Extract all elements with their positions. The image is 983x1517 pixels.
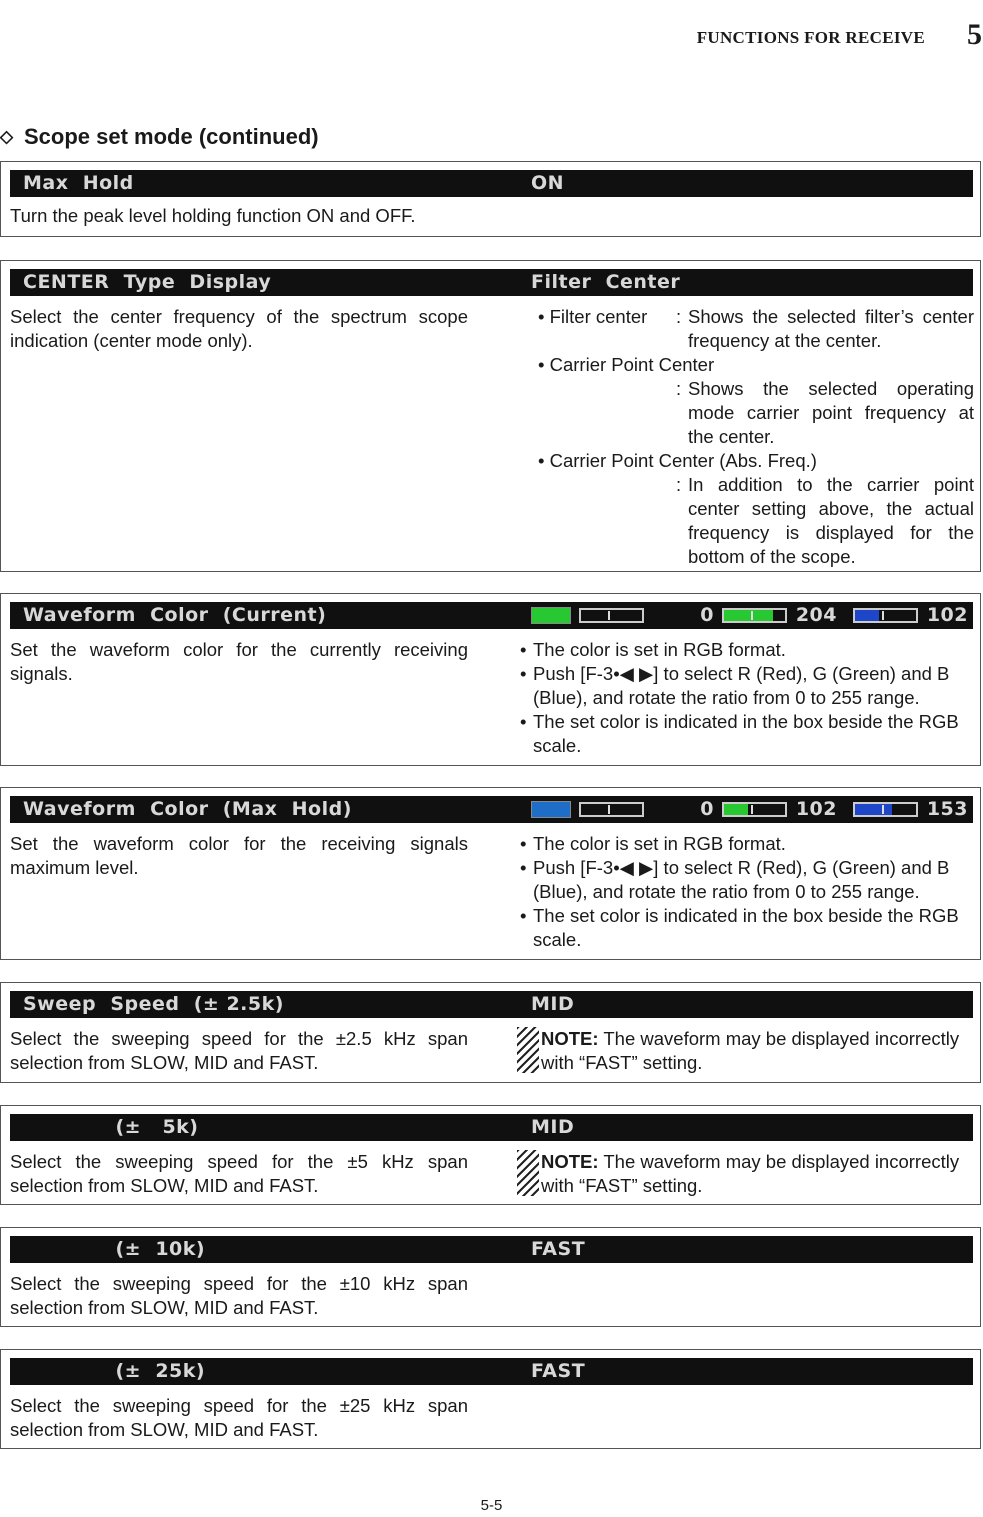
- option-item: • Carrier Point Center (Abs. Freq.) : In addition to the carrier point center setting above, the actual frequency is displayed for the bottom of the scope.: [521, 449, 974, 569]
- setting-label: (± 5k): [23, 1116, 199, 1138]
- setting-bar[interactable]: [10, 602, 973, 629]
- page-header: [696, 18, 983, 54]
- option-item: • Filter center : Shows the selected filter’s center frequency at the center.: [521, 305, 974, 353]
- page-number: 5-5: [480, 1497, 503, 1514]
- green-slider[interactable]: [722, 608, 787, 623]
- setting-bar[interactable]: [10, 170, 973, 197]
- red-slider[interactable]: [579, 802, 644, 817]
- setting-description: Select the sweeping speed for the ±5 kHz span selection from SLOW, MID and FAST.: [10, 1151, 468, 1196]
- setting-label: Waveform Color (Current): [23, 604, 327, 626]
- option-term: • Carrier Point Center (Abs. Freq.): [538, 450, 817, 471]
- note: [517, 1150, 974, 1198]
- setting-label: Waveform Color (Max Hold): [23, 798, 352, 820]
- setting-center-type-display: [0, 260, 981, 572]
- note-icon: [517, 1150, 539, 1196]
- blue-value: 153: [926, 798, 968, 820]
- setting-bar[interactable]: [10, 796, 973, 823]
- list-item: • The color is set in RGB format.: [520, 639, 786, 660]
- setting-label: (± 25k): [23, 1360, 206, 1382]
- setting-bar[interactable]: [10, 1114, 973, 1141]
- setting-label: CENTER Type Display: [23, 271, 272, 293]
- list-item: • Push [F-3•◀ ▶] to select R (Red), G (Green) and B (Blue), and rotate the ratio from 0 to 255 range.: [520, 857, 950, 902]
- setting-description: Set the waveform color for the receiving signals maximum level.: [10, 833, 468, 878]
- setting-bar[interactable]: [10, 269, 973, 296]
- option-item: • Carrier Point Center : Shows the selected operating mode carrier point frequency at the center.: [521, 353, 974, 449]
- note: [517, 1027, 974, 1075]
- note-icon: [517, 1027, 539, 1073]
- color-swatch: [531, 801, 571, 818]
- blue-slider[interactable]: [853, 802, 918, 817]
- color-swatch: [531, 607, 571, 624]
- green-value: 204: [795, 604, 837, 626]
- setting-label: Max Hold: [23, 172, 134, 194]
- setting-value: MID: [531, 993, 575, 1015]
- setting-value: FAST: [531, 1360, 586, 1382]
- setting-value: MID: [531, 1116, 575, 1138]
- list-item: • The set color is indicated in the box beside the RGB scale.: [520, 905, 959, 950]
- setting-description: Turn the peak level holding function ON and OFF.: [10, 205, 416, 226]
- header-title: FUNCTIONS FOR RECEIVE: [696, 28, 925, 47]
- setting-sweep-speed-5k: [0, 1105, 981, 1205]
- setting-value: FAST: [531, 1238, 586, 1260]
- setting-waveform-color-max-hold: [0, 787, 981, 960]
- setting-description: Select the sweeping speed for the ±25 kHz span selection from SLOW, MID and FAST.: [10, 1395, 468, 1440]
- note-label: NOTE:: [541, 1028, 599, 1049]
- setting-bar[interactable]: [10, 1236, 973, 1263]
- option-def: Shows the selected filter’s center frequency at the center.: [688, 306, 974, 351]
- setting-description: Select the sweeping speed for the ±10 kHz span selection from SLOW, MID and FAST.: [10, 1273, 468, 1318]
- section-title-text: Scope set mode (continued): [24, 124, 319, 149]
- setting-value: Filter Center: [531, 271, 681, 293]
- rgb-scale: [531, 799, 976, 820]
- setting-value: ON: [531, 172, 565, 194]
- section-title: [0, 124, 319, 150]
- option-def: In addition to the carrier point center setting above, the actual frequency is displayed for the bottom of the scope.: [688, 474, 974, 567]
- setting-bar[interactable]: [10, 991, 973, 1018]
- option-term: • Filter center: [538, 306, 648, 327]
- diamond-icon: ◇: [0, 127, 14, 146]
- bullet-list: [520, 832, 974, 952]
- setting-label: Sweep Speed (± 2.5k): [23, 993, 284, 1015]
- chapter-number: 5: [967, 18, 982, 51]
- setting-sweep-speed-25k: [0, 1349, 981, 1449]
- setting-max-hold: [0, 161, 981, 237]
- rgb-scale: [531, 605, 976, 626]
- blue-value: 102: [926, 604, 968, 626]
- setting-description: Select the sweeping speed for the ±2.5 kHz span selection from SLOW, MID and FAST.: [10, 1028, 468, 1073]
- green-slider[interactable]: [722, 802, 787, 817]
- setting-label: (± 10k): [23, 1238, 206, 1260]
- list-item: • Push [F-3•◀ ▶] to select R (Red), G (Green) and B (Blue), and rotate the ratio from 0 to 255 range.: [520, 663, 950, 708]
- bullet-list: [520, 638, 974, 758]
- list-item: • The set color is indicated in the box beside the RGB scale.: [520, 711, 959, 756]
- option-def: Shows the selected operating mode carrier point frequency at the center.: [688, 378, 974, 447]
- note-label: NOTE:: [541, 1151, 599, 1172]
- option-term: • Carrier Point Center: [538, 354, 715, 375]
- setting-description: Select the center frequency of the spectrum scope indication (center mode only).: [10, 306, 468, 351]
- setting-waveform-color-current: [0, 593, 981, 766]
- red-value: 0: [700, 798, 714, 820]
- blue-slider[interactable]: [853, 608, 918, 623]
- note-text: The waveform may be displayed incorrectly with “FAST” setting.: [541, 1028, 960, 1073]
- note-text: The waveform may be displayed incorrectly with “FAST” setting.: [541, 1151, 960, 1196]
- red-value: 0: [700, 604, 714, 626]
- green-value: 102: [795, 798, 837, 820]
- option-list: [521, 305, 974, 569]
- red-slider[interactable]: [579, 608, 644, 623]
- setting-sweep-speed-2-5k: [0, 982, 981, 1083]
- setting-sweep-speed-10k: [0, 1227, 981, 1327]
- list-item: • The color is set in RGB format.: [520, 833, 786, 854]
- setting-bar[interactable]: [10, 1358, 973, 1385]
- setting-description: Set the waveform color for the currently receiving signals.: [10, 639, 468, 684]
